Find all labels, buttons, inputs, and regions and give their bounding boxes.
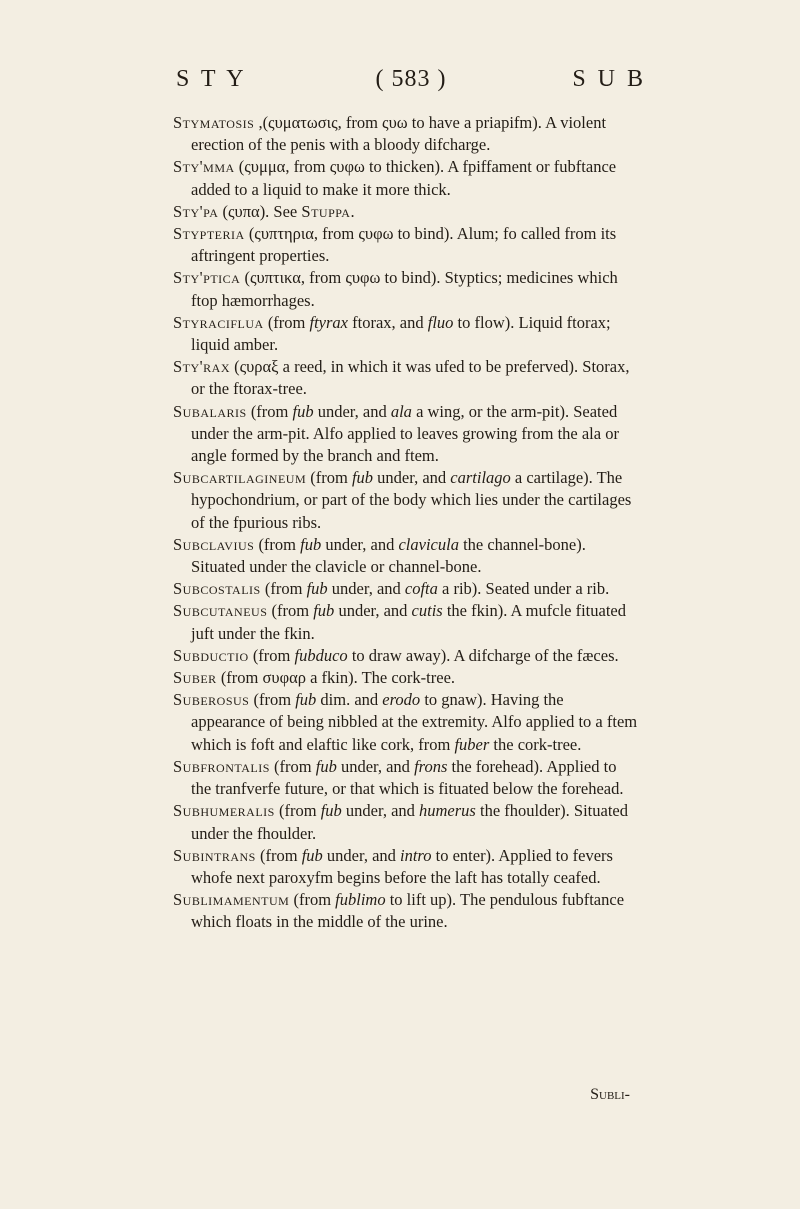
dictionary-entry bbox=[173, 689, 639, 756]
entry-headword: Sty'pa bbox=[173, 201, 219, 221]
entry-definition-text: the cork-tree. bbox=[489, 734, 582, 754]
page-number: ( 583 ) bbox=[375, 66, 447, 92]
entry-definition-text: under, and bbox=[336, 756, 415, 776]
entry-italic-term: ftyrax bbox=[309, 312, 349, 332]
dictionary-entry bbox=[173, 645, 639, 667]
entry-definition-text: a cartilage). The hypochondrium, or part of the body which lies under the cartilages of the fpurious ribs. bbox=[191, 468, 632, 532]
entry-headword: Subhumeralis bbox=[173, 801, 275, 821]
dictionary-entry bbox=[173, 845, 639, 889]
entry-definition-text: (from bbox=[249, 690, 296, 710]
entry-definition-text: to gnaw). Having the appearance of being nibbled at the extremity. Alfo applied to a ftem which is foft and elaftic like cork, from bbox=[191, 690, 638, 754]
entry-definition-text: under, and bbox=[327, 579, 405, 599]
entry-definition-text: ,(ςυματωσις, from ςυω to have a priapifm). A violent erection of the penis with a bloody difcharge. bbox=[191, 113, 607, 155]
entry-definition-text: under, and bbox=[313, 401, 391, 421]
entry-definition-text: under, and bbox=[373, 468, 451, 488]
dictionary-entry bbox=[173, 800, 639, 844]
entry-definition-text: under, and bbox=[334, 601, 412, 621]
entry-headword: Suberosus bbox=[173, 690, 250, 710]
catchword: Subli- bbox=[590, 1086, 630, 1103]
entry-italic-term: fubduco bbox=[294, 645, 348, 665]
dictionary-entry bbox=[173, 889, 639, 933]
dictionary-entry bbox=[173, 201, 639, 223]
entry-italic-term: fub bbox=[301, 845, 323, 865]
dictionary-entry bbox=[173, 401, 639, 468]
entry-crossref: Stuppa. bbox=[301, 201, 356, 221]
entry-definition-text: the fhoulder). Situated under the fhoulder. bbox=[191, 801, 628, 843]
entry-definition-text: (from bbox=[274, 801, 321, 821]
entry-definition-text: (from bbox=[260, 579, 307, 599]
entry-italic-term: fub bbox=[306, 579, 328, 599]
entry-headword: Subfrontalis bbox=[173, 756, 270, 776]
entry-italic-term: fub bbox=[351, 468, 374, 488]
entry-definition-text: a wing, or the arm-pit). Seated under the arm-pit. Alfo applied to leaves growing from the ala or angle formed by the branch and ftem. bbox=[191, 401, 619, 466]
entry-definition-text: to flow). Liquid ftorax; liquid amber. bbox=[191, 312, 611, 355]
entry-italic-term: fluo bbox=[427, 312, 454, 332]
dictionary-entry bbox=[173, 467, 639, 534]
dictionary-entry bbox=[173, 156, 639, 200]
entry-definition-text: to lift up). The pendulous fubftance which floats in the middle of the urine. bbox=[191, 890, 625, 932]
entry-definition-text: (ςυμμα, from ςυφω to thicken). A fpiffament or fubftance added to a liquid to make it more thick. bbox=[191, 157, 617, 199]
entry-definition-text: (from bbox=[255, 845, 302, 865]
entry-headword: Subalaris bbox=[173, 401, 247, 421]
entry-definition-text: the channel-bone). Situated under the clavicle or channel-bone. bbox=[191, 534, 586, 577]
entry-italic-term: cutis bbox=[411, 601, 443, 621]
entry-headword: Stymatosis bbox=[173, 113, 255, 132]
entry-definition-text: (ςυραξ a reed, in which it was ufed to be preferved). Storax, or the ftorax-tree. bbox=[191, 357, 630, 399]
entry-headword: Subintrans bbox=[173, 845, 256, 865]
entry-definition-text: (from bbox=[269, 756, 316, 776]
entry-italic-term: cartilago bbox=[450, 468, 511, 488]
entry-italic-term: fuber bbox=[454, 734, 490, 754]
entry-definition-text: (from bbox=[267, 601, 314, 621]
entry-definition-text: (from bbox=[246, 401, 293, 421]
entry-definition-text: (ςυπτηρια, from ςυφω to bind). Alum; fo called from its aftringent properties. bbox=[191, 224, 617, 266]
entry-italic-term: clavicula bbox=[398, 534, 459, 554]
entry-definition-text: to enter). Applied to fevers whofe next paroxyfm begins before the laft has totally ceafed. bbox=[191, 845, 613, 887]
entry-italic-term: fub bbox=[292, 401, 314, 421]
entry-definition-text: to draw away). A difcharge of the fæces. bbox=[347, 645, 619, 665]
entry-definition-text: dim. and bbox=[316, 690, 383, 710]
entry-headword: Sty'rax bbox=[173, 357, 230, 377]
dictionary-entry bbox=[173, 356, 639, 400]
header-left: S T Y bbox=[176, 66, 247, 92]
entry-definition-text: (from bbox=[248, 645, 295, 665]
entry-definition-text: (ςυπτικα, from ςυφω to bind). Styptics; medicines which ftop hæmorrhages. bbox=[191, 268, 618, 310]
entry-italic-term: fub bbox=[320, 801, 342, 821]
entry-italic-term: ala bbox=[390, 401, 412, 421]
entry-headword: Subcartilagineum bbox=[173, 468, 307, 488]
entry-definition-text: (from bbox=[254, 534, 301, 554]
entry-italic-term: intro bbox=[400, 845, 432, 865]
dictionary-entry bbox=[173, 312, 639, 356]
dictionary-entry bbox=[173, 667, 639, 689]
entry-headword: Subcostalis bbox=[173, 579, 261, 599]
entry-definition-text: (from bbox=[306, 468, 352, 488]
running-header bbox=[176, 66, 646, 100]
dictionary-entry bbox=[173, 578, 639, 600]
entry-headword: Sublimamentum bbox=[173, 890, 290, 910]
entry-definition-text: the fkin). A mufcle fituated juft under the fkin. bbox=[191, 601, 626, 643]
entry-italic-term: fub bbox=[300, 534, 322, 554]
entry-headword: Sty'ptica bbox=[173, 268, 241, 288]
entry-italic-term: cofta bbox=[404, 579, 438, 599]
entry-definition-text: under, and bbox=[341, 801, 420, 821]
entry-italic-term: fub bbox=[313, 601, 335, 621]
entry-headword: Stypteria bbox=[173, 224, 245, 244]
entry-definition-text: (ςυπα). See bbox=[218, 201, 302, 221]
entry-definition-text: under, and bbox=[321, 534, 399, 554]
entry-definition-text: (from συφαρ a fkin). The cork-tree. bbox=[216, 668, 456, 688]
entry-headword: Subclavius bbox=[173, 534, 255, 554]
entry-italic-term: humerus bbox=[419, 801, 476, 821]
entry-italic-term: fub bbox=[315, 756, 337, 776]
entry-italic-term: frons bbox=[414, 756, 448, 776]
entry-definition-text: (from bbox=[263, 312, 310, 332]
entries-column bbox=[173, 112, 639, 934]
entry-headword: Suber bbox=[173, 668, 217, 688]
dictionary-entry bbox=[173, 534, 639, 578]
entry-italic-term: fublimo bbox=[335, 890, 386, 910]
entry-headword: Sty'mma bbox=[173, 157, 235, 177]
entry-italic-term: erodo bbox=[382, 690, 421, 710]
dictionary-entry bbox=[173, 223, 639, 267]
entry-definition-text: under, and bbox=[322, 845, 401, 865]
entry-definition-text: ftorax, and bbox=[348, 312, 428, 332]
entry-italic-term: fub bbox=[295, 690, 317, 710]
header-right: S U B bbox=[572, 66, 646, 92]
dictionary-entry bbox=[173, 756, 639, 800]
entry-headword: Subcutaneus bbox=[173, 601, 268, 621]
dictionary-entry bbox=[173, 267, 639, 311]
entry-definition-text: (from bbox=[289, 890, 336, 910]
dictionary-entry bbox=[173, 112, 639, 156]
entry-headword: Subductio bbox=[173, 645, 249, 665]
dictionary-entry bbox=[173, 600, 639, 644]
entry-definition-text: the forehead). Applied to the tranfverfe future, or that which is fituated below the forehead. bbox=[191, 756, 624, 799]
entry-definition-text: a rib). Seated under a rib. bbox=[437, 579, 610, 599]
entry-headword: Styraciflua bbox=[173, 312, 264, 332]
